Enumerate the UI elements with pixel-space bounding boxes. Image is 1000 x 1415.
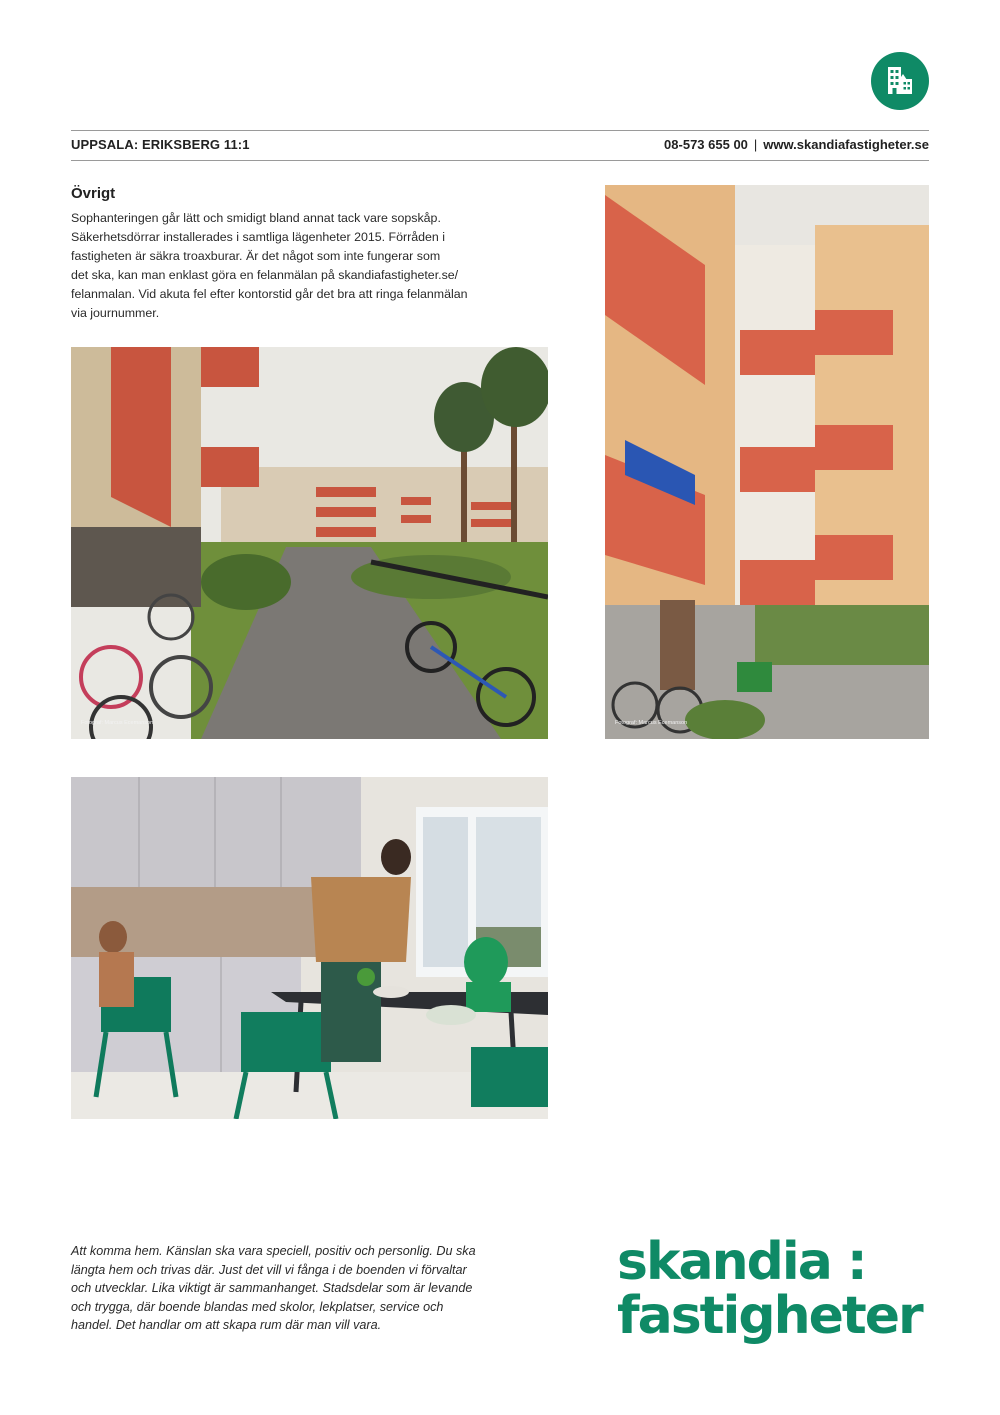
brand-logo — [617, 1228, 932, 1353]
header-bar — [71, 130, 929, 161]
separator: | — [753, 137, 758, 152]
section-title: Övrigt — [71, 185, 116, 202]
building-logo-icon — [871, 52, 929, 110]
phone-number: 08-573 655 00 — [664, 137, 748, 152]
tagline-line: Att komma hem. Känslan ska vara speciell, positiv och personlig. Du ska — [71, 1244, 476, 1258]
courtyard-photo — [71, 347, 548, 739]
kitchen-photo — [71, 777, 548, 1119]
body-line: Säkerhetsdörrar installerades i samtliga lägenheter 2015. Förråden i — [71, 230, 445, 244]
photo-credit: Fotograf: Marcus Ecemanson — [615, 720, 688, 726]
body-line: det ska, kan man enklast göra en felanmälan på skandiafastigheter.se/ — [71, 268, 459, 282]
website-link[interactable]: www.skandiafastigheter.se — [763, 137, 929, 152]
body-line: Sophanteringen går lätt och smidigt bland annat tack vare sopskåp. — [71, 211, 441, 225]
footer-tagline — [71, 1242, 551, 1335]
tagline-line: och trygga, där boende blandas med skolor, lekplatser, service och — [71, 1299, 444, 1314]
tagline-line: och utvecklar. Lika viktigt är sammanhanget. Stadsdelar som är levande — [71, 1281, 473, 1295]
tagline-line: längta hem och trivas där. Just det vill vi fånga i de boenden vi förvaltar — [71, 1262, 467, 1277]
photo-credit: Fotograf: Marcus Ecemanson — [81, 720, 154, 726]
body-line: felanmalan. Vid akuta fel efter kontorstid går det bra att ringa felanmälan — [71, 287, 468, 301]
contact-info — [664, 137, 929, 152]
section-body — [71, 209, 551, 323]
brand-wordmark-line-2: fastigheter — [617, 1286, 922, 1346]
body-line: fastigheten är säkra troaxburar. Är det något som inte fungerar som — [71, 249, 441, 263]
body-line: via journummer. — [71, 306, 160, 320]
property-location: UPPSALA: ERIKSBERG 11:1 — [71, 137, 250, 152]
tagline-line: handel. Det handlar om att skapa rum där man vill vara. — [71, 1318, 382, 1332]
facade-photo — [605, 185, 929, 739]
brand-wordmark-line-1: skandia : — [617, 1232, 866, 1292]
